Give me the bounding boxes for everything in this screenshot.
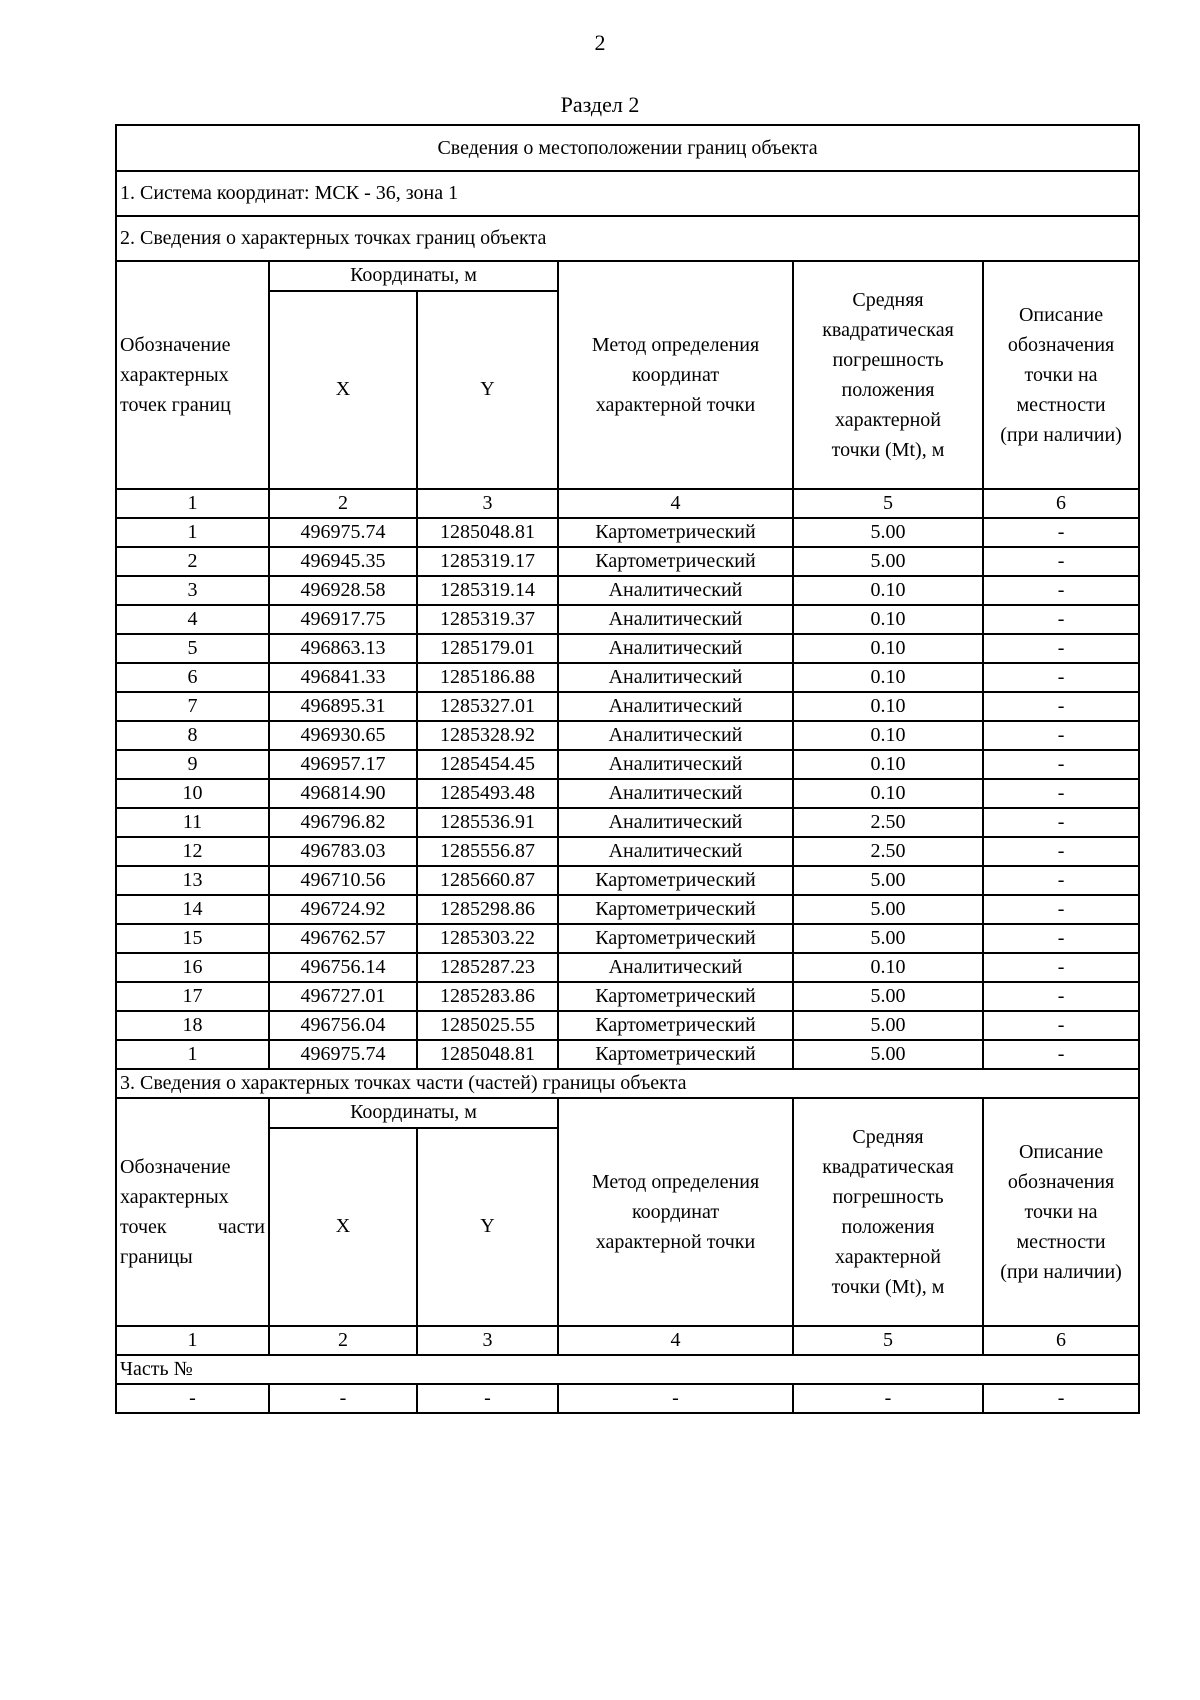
coord-y: 1285025.55 [417, 1011, 558, 1040]
coord-x: 496727.01 [269, 982, 417, 1011]
mean-error: 0.10 [793, 576, 983, 605]
description: - [983, 837, 1139, 866]
table-row [116, 518, 1139, 547]
part-header-description: Описание обозначения точки на местности (при наличии) [983, 1098, 1139, 1326]
coord-x: 496930.65 [269, 721, 417, 750]
coord-x: 496895.31 [269, 692, 417, 721]
method: Аналитический [558, 634, 793, 663]
column-number: 1 [116, 489, 269, 518]
point-number: 11 [116, 808, 269, 837]
point-number: 5 [116, 634, 269, 663]
coord-y: 1285328.92 [417, 721, 558, 750]
method: Картометрический [558, 924, 793, 953]
coord-x: 496841.33 [269, 663, 417, 692]
coord-system: 1. Система координат: МСК - 36, зона 1 [116, 171, 1139, 216]
point-number: 18 [116, 1011, 269, 1040]
header-x: X [269, 291, 417, 489]
point-number: 7 [116, 692, 269, 721]
mean-error: 5.00 [793, 982, 983, 1011]
mean-error: 0.10 [793, 605, 983, 634]
method: Картометрический [558, 1040, 793, 1069]
column-number: 4 [558, 1326, 793, 1355]
column-number: 5 [793, 1326, 983, 1355]
coord-x: 496756.04 [269, 1011, 417, 1040]
mean-error: 5.00 [793, 895, 983, 924]
coord-x: 496975.74 [269, 518, 417, 547]
coord-y: 1285319.17 [417, 547, 558, 576]
table-row [116, 808, 1139, 837]
column-number: 3 [417, 489, 558, 518]
coord-y: 1285327.01 [417, 692, 558, 721]
page-number: 2 [594, 30, 606, 55]
coord-x: 496710.56 [269, 866, 417, 895]
mean-error: 0.10 [793, 663, 983, 692]
header-row-1 [116, 261, 1139, 291]
header-method: Метод определения координат характерной точки [558, 261, 793, 489]
column-number: 2 [269, 1326, 417, 1355]
point-number: 14 [116, 895, 269, 924]
coord-x: 496975.74 [269, 1040, 417, 1069]
description: - [983, 721, 1139, 750]
part-cell: - [269, 1384, 417, 1413]
part-header-method: Метод определения координат характерной точки [558, 1098, 793, 1326]
table-row [116, 692, 1139, 721]
coord-y: 1285287.23 [417, 953, 558, 982]
coord-y: 1285303.22 [417, 924, 558, 953]
point-number: 4 [116, 605, 269, 634]
description: - [983, 924, 1139, 953]
method: Аналитический [558, 692, 793, 721]
table-row [116, 866, 1139, 895]
coord-x: 496783.03 [269, 837, 417, 866]
description: - [983, 982, 1139, 1011]
mean-error: 0.10 [793, 779, 983, 808]
table-title: Сведения о местоположении границ объекта [116, 125, 1139, 171]
header-coordinates: Координаты, м [269, 261, 558, 291]
coord-y: 1285454.45 [417, 750, 558, 779]
part-header-y: Y [417, 1128, 558, 1326]
method: Картометрический [558, 895, 793, 924]
description: - [983, 1011, 1139, 1040]
coord-x: 496762.57 [269, 924, 417, 953]
coord-x: 496756.14 [269, 953, 417, 982]
coord-y: 1285319.37 [417, 605, 558, 634]
section-title: Раздел 2 [560, 92, 640, 117]
section3-title-row [116, 1069, 1139, 1098]
section3-title: 3. Сведения о характерных точках части (частей) границы объекта [116, 1069, 1139, 1098]
description: - [983, 605, 1139, 634]
boundary-table [115, 124, 1140, 1414]
column-number: 1 [116, 1326, 269, 1355]
part-cell: - [116, 1384, 269, 1413]
description: - [983, 518, 1139, 547]
mean-error: 2.50 [793, 808, 983, 837]
coord-y: 1285660.87 [417, 866, 558, 895]
point-number: 17 [116, 982, 269, 1011]
header-description: Описание обозначения точки на местности (при наличии) [983, 261, 1139, 489]
description: - [983, 1040, 1139, 1069]
column-number: 2 [269, 489, 417, 518]
method: Картометрический [558, 1011, 793, 1040]
part-label-row [116, 1355, 1139, 1384]
description: - [983, 663, 1139, 692]
method: Аналитический [558, 721, 793, 750]
description: - [983, 808, 1139, 837]
coord-y: 1285186.88 [417, 663, 558, 692]
part-cell: - [417, 1384, 558, 1413]
table-row [116, 750, 1139, 779]
coord-x: 496957.17 [269, 750, 417, 779]
part-header-row-1 [116, 1098, 1139, 1128]
point-number: 10 [116, 779, 269, 808]
point-number: 15 [116, 924, 269, 953]
method: Аналитический [558, 779, 793, 808]
coord-x: 496945.35 [269, 547, 417, 576]
point-number: 6 [116, 663, 269, 692]
point-number: 9 [116, 750, 269, 779]
section2-title-row [116, 216, 1139, 261]
description: - [983, 895, 1139, 924]
description: - [983, 576, 1139, 605]
point-number: 12 [116, 837, 269, 866]
table-row [116, 895, 1139, 924]
column-number: 4 [558, 489, 793, 518]
coord-x: 496814.90 [269, 779, 417, 808]
description: - [983, 750, 1139, 779]
column-number: 6 [983, 489, 1139, 518]
method: Картометрический [558, 547, 793, 576]
method: Аналитический [558, 750, 793, 779]
part-cell: - [983, 1384, 1139, 1413]
mean-error: 5.00 [793, 518, 983, 547]
coord-x: 496928.58 [269, 576, 417, 605]
table-row [116, 605, 1139, 634]
mean-error: 0.10 [793, 692, 983, 721]
header-error: Средняя квадратическая погрешность положения характерной точки (Mt), м [793, 261, 983, 489]
coord-y: 1285048.81 [417, 518, 558, 547]
mean-error: 5.00 [793, 547, 983, 576]
mean-error: 5.00 [793, 1011, 983, 1040]
description: - [983, 866, 1139, 895]
table-row [116, 837, 1139, 866]
mean-error: 5.00 [793, 924, 983, 953]
table-row [116, 721, 1139, 750]
table-row [116, 576, 1139, 605]
point-number: 1 [116, 1040, 269, 1069]
coord-y: 1285179.01 [417, 634, 558, 663]
coord-x: 496863.13 [269, 634, 417, 663]
point-number: 16 [116, 953, 269, 982]
header-designation: Обозначение характерных точек границ [116, 261, 269, 489]
table-row [116, 779, 1139, 808]
coord-system-row [116, 171, 1139, 216]
method: Аналитический [558, 576, 793, 605]
table-row [116, 547, 1139, 576]
part-header-error: Средняя квадратическая погрешность положения характерной точки (Mt), м [793, 1098, 983, 1326]
method: Аналитический [558, 663, 793, 692]
method: Аналитический [558, 605, 793, 634]
table-row [116, 1040, 1139, 1069]
table-row [116, 634, 1139, 663]
part-label: Часть № [116, 1355, 1139, 1384]
mean-error: 5.00 [793, 866, 983, 895]
method: Картометрический [558, 518, 793, 547]
description: - [983, 634, 1139, 663]
description: - [983, 547, 1139, 576]
part-data-row [116, 1384, 1139, 1413]
header-y: Y [417, 291, 558, 489]
method: Аналитический [558, 808, 793, 837]
method: Картометрический [558, 866, 793, 895]
column-numbers-row [116, 489, 1139, 518]
mean-error: 0.10 [793, 634, 983, 663]
description: - [983, 953, 1139, 982]
coord-y: 1285283.86 [417, 982, 558, 1011]
method: Аналитический [558, 837, 793, 866]
column-number: 5 [793, 489, 983, 518]
description: - [983, 779, 1139, 808]
column-number: 3 [417, 1326, 558, 1355]
table-title-row [116, 125, 1139, 171]
mean-error: 0.10 [793, 721, 983, 750]
part-column-numbers-row [116, 1326, 1139, 1355]
table-row [116, 982, 1139, 1011]
mean-error: 0.10 [793, 750, 983, 779]
part-cell: - [558, 1384, 793, 1413]
coord-y: 1285536.91 [417, 808, 558, 837]
coord-x: 496796.82 [269, 808, 417, 837]
point-number: 8 [116, 721, 269, 750]
coord-y: 1285319.14 [417, 576, 558, 605]
coord-x: 496917.75 [269, 605, 417, 634]
coord-y: 1285298.86 [417, 895, 558, 924]
part-cell: - [793, 1384, 983, 1413]
mean-error: 5.00 [793, 1040, 983, 1069]
point-number: 1 [116, 518, 269, 547]
method: Аналитический [558, 953, 793, 982]
table-row [116, 663, 1139, 692]
part-header-designation: Обозначение характерных точек части границы [116, 1098, 269, 1326]
table-row [116, 1011, 1139, 1040]
point-number: 3 [116, 576, 269, 605]
coord-y: 1285493.48 [417, 779, 558, 808]
mean-error: 2.50 [793, 837, 983, 866]
section2-title: 2. Сведения о характерных точках границ объекта [116, 216, 1139, 261]
method: Картометрический [558, 982, 793, 1011]
coord-y: 1285048.81 [417, 1040, 558, 1069]
point-number: 2 [116, 547, 269, 576]
column-number: 6 [983, 1326, 1139, 1355]
table-row [116, 924, 1139, 953]
part-header-coordinates: Координаты, м [269, 1098, 558, 1128]
coord-x: 496724.92 [269, 895, 417, 924]
mean-error: 0.10 [793, 953, 983, 982]
part-header-x: X [269, 1128, 417, 1326]
point-number: 13 [116, 866, 269, 895]
coord-y: 1285556.87 [417, 837, 558, 866]
description: - [983, 692, 1139, 721]
table-row [116, 953, 1139, 982]
